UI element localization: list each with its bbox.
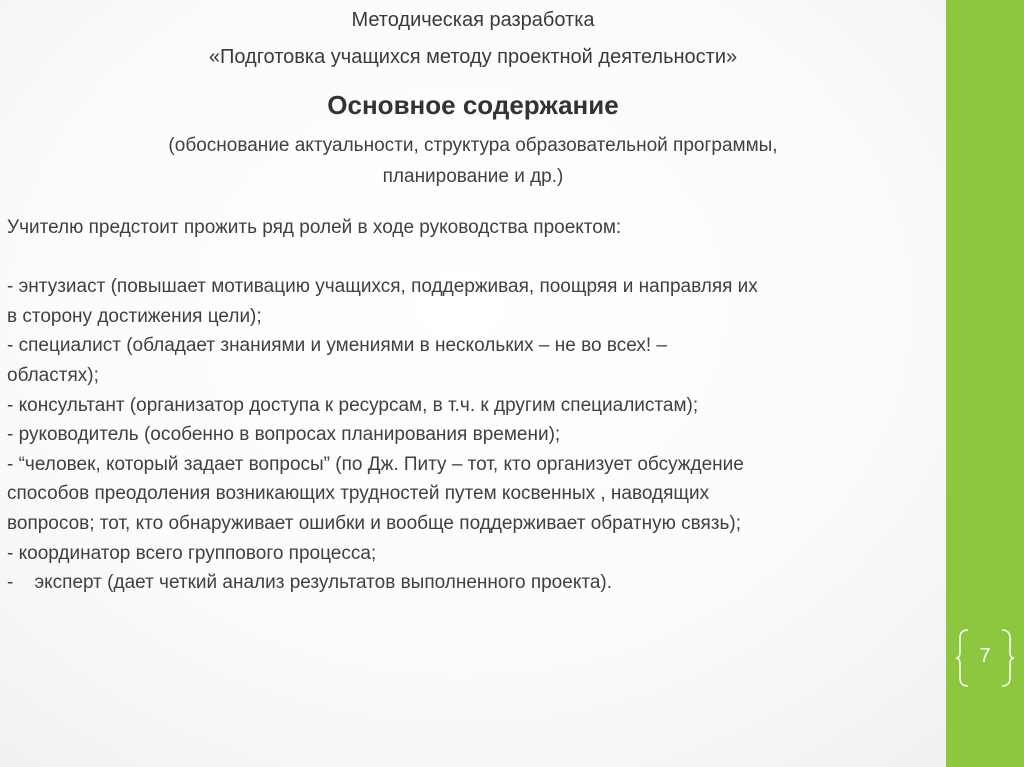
header-line-2: «Подготовка учащихся методу проектной деятельности» <box>208 46 738 68</box>
body-line: - энтузиаст (повышает мотивацию учащихся, поддерживая, поощряя и направляя их <box>7 276 758 298</box>
subheading-line-1: (обоснование актуальности, структура образовательной программы, <box>168 135 778 156</box>
body-line: способов преодоления возникающих трудностей путем косвенных , наводящих <box>7 483 710 505</box>
blank-line <box>7 243 942 273</box>
body-line: вопросов; тот, кто обнаруживает ошибки и вообще поддерживает обратную связь); <box>7 512 741 534</box>
page-number: 7 <box>979 645 991 667</box>
body-line: областях); <box>7 364 99 386</box>
page-number-badge <box>956 628 1014 688</box>
body-line: - “человек, который задает вопросы” (по Дж. Питу – тот, кто организует обсуждение <box>7 453 744 475</box>
body-line: - эксперт (дает четкий анализ результатов выполненного проекта). <box>7 572 613 594</box>
subheading-line-2: планирование и др.) <box>382 166 564 187</box>
body-line: - руководитель (особенно в вопросах планирования времени); <box>7 424 561 446</box>
body-text <box>7 213 942 598</box>
body-line: в сторону достижения цели); <box>7 305 262 327</box>
header-line-1: Методическая разработка <box>351 9 595 31</box>
intro-line: Учителю предстоит прожить ряд ролей в ходе руководства проектом: <box>7 217 622 238</box>
body-line: - консультант (организатор доступа к ресурсам, в т.ч. к другим специалистам); <box>7 394 699 416</box>
slide-heading: Основное содержание <box>327 90 619 120</box>
body-line: - координатор всего группового процесса; <box>7 542 377 564</box>
body-line: - специалист (обладает знаниями и умениями в нескольких – не во всех! – <box>7 335 667 357</box>
